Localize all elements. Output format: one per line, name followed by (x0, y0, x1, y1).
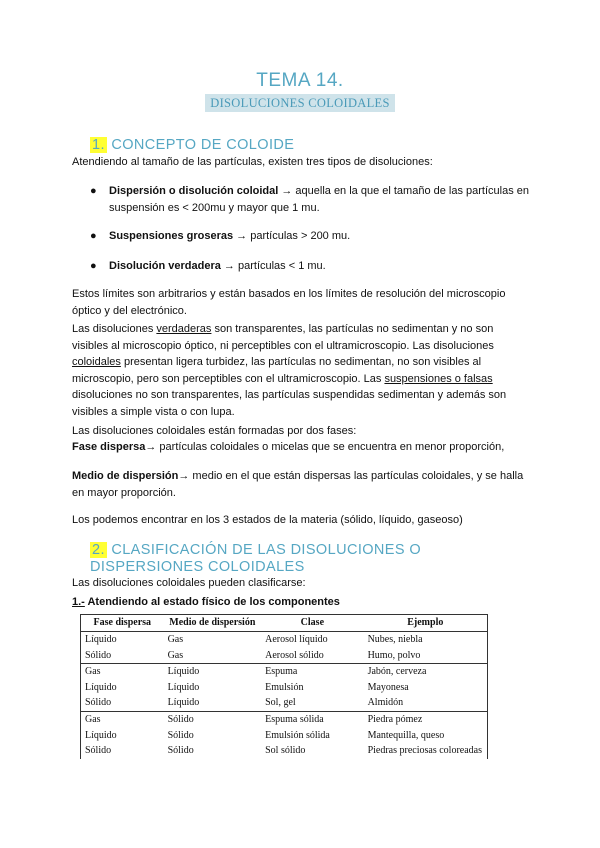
section2-heading (90, 542, 530, 576)
section1-number: 1. (92, 137, 105, 153)
table-cell: Líquido (164, 695, 262, 711)
document-page: TEMA 14. DISOLUCIONES COLOIDALES 1. CONCEPTO DE COLOIDE Atendiendo al tamaño de las partículas, existen tres tipos de disoluciones: ● Dispersión o disolución coloidal → aquella en la que el tamaño de las partículas en suspensión es < 200mu y mayor que 1 mu. ● Suspensiones groseras → partículas > 200 mu. ● Disolución verdadera → partículas < 1 mu. Estos límites son arbitrarios y están basados en los límites de resolución del microscopio óptico y del electrónico. Las disoluciones verdaderas son transparentes, las partículas no sedimentan y no son visibles al microscopio óptico, ni perceptibles con el ultramicroscopio. Las disoluciones coloidales presentan ligera turbidez, las partículas no sedimentan, no son visibles al microscopio, pero son perceptibles con el ultramicroscopio. Las suspensiones o falsas disoluciones no son transparentes, las partículas suspendidas sedimentan y además son visibles a simple vista o con lupa. Las disoluciones coloidales están formadas por dos fases: Fase dispersa→ partículas coloidales o micelas que se encuentra en menor proporción, Medio de dispersión→ medio en el que están dispersas las partículas coloidales, y se halla en mayor proporción. Los podemos encontrar en los 3 estados de la materia (sólido, líquido, gaseoso) 2. CLASIFICACIÓN DE LAS DISOLUCIONES O DISPERSIONES COLOIDALES Las disoluciones coloidales pueden clasificarse: 1.- Atendiendo al estado físico de los componentes Fase dispersa Medio de dispersión Clase Ejemplo Líquido Gas Aerosol líquido Nubes, niebla Sólido Gas Aerosol sólido Humo, polvo Gas Líquido Espuma Jabón, cerveza Líquido Líquido Emulsión Mayonesa Sólido Líquido Sol, gel Almidón Gas Sólido Espuma sólida Piedra pómez Líquido Sólido Emulsión sólida Mantequilla, queso Sólido Sólido Sol sólido Piedras preciosas coloreadas (0, 0, 600, 848)
classification-table (80, 614, 488, 759)
solutions-paragraph: Las disoluciones verdaderas son transparentes, las partículas no sedimentan y no son visibles al microscopio óptico, ni perceptibles con el ultramicroscopio. Las disoluciones coloidales presentan ligera turbidez, las partículas no sedimentan, no son visibles al microscopio, pero son perceptibles con el ultramicroscopio. Las suspensiones o falsas disoluciones no son transparentes, las partículas suspendidas sedimentan y además son visibles a simple vista o con lupa. (72, 323, 507, 418)
table-row (81, 728, 488, 744)
section2-number: 2. (92, 542, 105, 558)
table-row (81, 695, 488, 711)
table-cell: Emulsión sólida (265, 729, 330, 741)
table-header: Clase (261, 615, 363, 632)
bullet-term: Disolución verdadera (109, 260, 221, 272)
table-cell: Sol, gel (261, 695, 363, 711)
table-row (81, 664, 488, 680)
table-cell: Líquido (167, 681, 200, 693)
table-cell: Humo, polvo (364, 648, 488, 664)
table-cell: Gas (167, 634, 184, 645)
table-cell: Almidón (364, 695, 488, 711)
limits-paragraph: Estos límites son arbitrarios y están basados en los límites de resolución del microscopio óptico y del electrónico. (72, 288, 506, 317)
table-cell: Sol sólido (265, 745, 306, 757)
table-cell: Sólido (81, 648, 164, 664)
section1-heading (90, 137, 294, 153)
table-cell: Espuma (265, 666, 298, 678)
page-subtitle: DISOLUCIONES COLOIDALES (205, 94, 395, 112)
table-cell: Líquido (167, 666, 200, 678)
table-row (81, 648, 488, 664)
bullet-term: Suspensiones groseras (109, 230, 234, 242)
table-cell: Sólido (81, 695, 164, 711)
subsection-number: 1.- (72, 596, 85, 608)
table-header: Fase dispersa (81, 615, 164, 632)
bullet-text: → partículas < 1 mu. (220, 260, 326, 272)
table-cell: Nubes, niebla (364, 632, 488, 648)
section1-title: CONCEPTO DE COLOIDE (111, 137, 295, 153)
table-cell: Piedra pómez (364, 711, 488, 727)
table-cell: Sólido (167, 745, 194, 757)
states-paragraph: Los podemos encontrar en los 3 estados de la materia (sólido, líquido, gaseoso) (72, 514, 463, 526)
table-row (81, 680, 488, 696)
table-cell: Aerosol líquido (265, 634, 328, 645)
bullet-text: → aquella en la que el tamaño de las partículas en suspensión es < 200mu y mayor que 1 mu. (109, 185, 530, 214)
table-header-row (81, 615, 488, 632)
bullet-term: Dispersión o disolución coloidal (109, 185, 279, 197)
table-cell: Sólido (81, 743, 164, 759)
table-cell: Emulsión (265, 681, 304, 693)
subsection-heading (72, 594, 532, 611)
table-cell: Líquido (81, 632, 164, 648)
section1-intro: Atendiendo al tamaño de las partículas, existen tres tipos de disoluciones: (72, 156, 433, 168)
table-header: Ejemplo (364, 615, 488, 632)
table-cell: Líquido (81, 680, 164, 696)
table-cell: Líquido (81, 728, 164, 744)
table-cell: Piedras preciosas coloreadas (364, 743, 488, 759)
phase-dispersed: Fase dispersa→ partículas coloidales o micelas que se encuentra en menor proporción, (72, 441, 505, 453)
table-cell: Gas (81, 664, 164, 680)
table-row (81, 632, 488, 648)
table-cell: Mayonesa (364, 680, 488, 696)
table-cell: Sólido (167, 713, 194, 725)
table-cell: Mantequilla, queso (364, 728, 488, 744)
subsection-title: Atendiendo al estado físico de los componentes (84, 596, 340, 608)
table-cell: Sólido (167, 729, 194, 741)
table-cell: Jabón, cerveza (364, 664, 488, 680)
section2-intro: Las disoluciones coloidales pueden clasificarse: (72, 577, 306, 589)
table-cell: Espuma sólida (265, 713, 324, 725)
table-header: Medio de dispersión (164, 615, 262, 632)
page-title: TEMA 14. (256, 70, 344, 91)
table-cell: Aerosol sólido (261, 648, 363, 664)
table-row (81, 711, 488, 727)
section2-title: CLASIFICACIÓN DE LAS DISOLUCIONES O DISPERSIONES COLOIDALES (90, 542, 422, 575)
table-cell: Gas (164, 648, 262, 664)
phases-intro: Las disoluciones coloidales están formadas por dos fases: (72, 425, 357, 437)
phase-medium: Medio de dispersión→ medio en el que están dispersas las partículas coloidales, y se halla en mayor proporción. (72, 470, 524, 499)
table-row (81, 743, 488, 759)
bullet-text: → partículas > 200 mu. (233, 230, 351, 242)
table-cell: Gas (81, 711, 164, 727)
